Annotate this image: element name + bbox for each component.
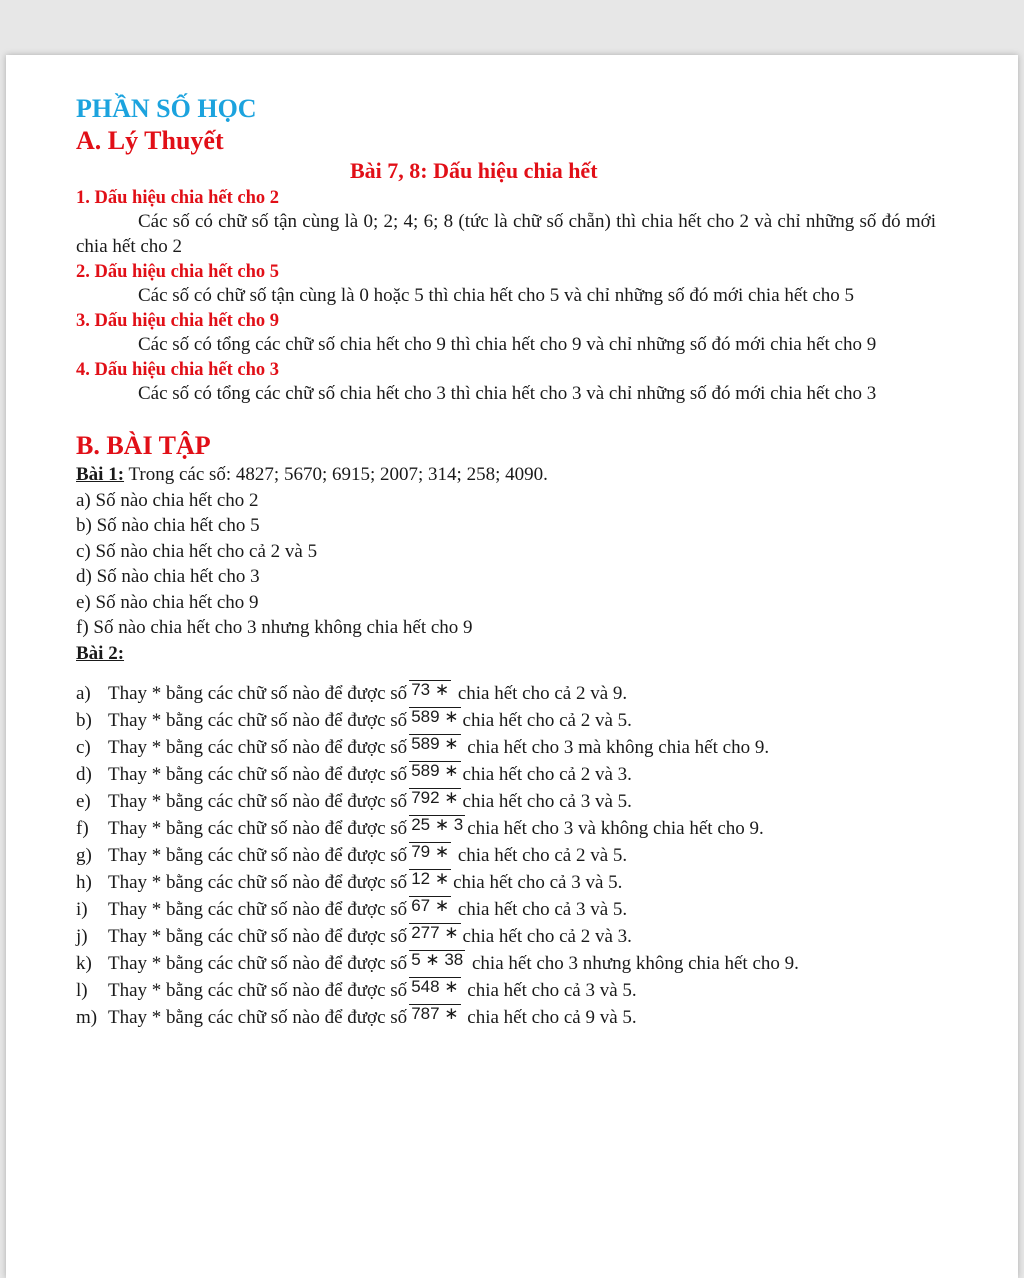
item-condition: chia hết cho 3 mà không chia hết cho 9. (462, 737, 770, 758)
exercise-2-item (76, 680, 936, 707)
overlined-number: 589 ∗ (409, 707, 460, 734)
exercise-2-item (76, 896, 936, 923)
exercise-2-label: Bài 2: (76, 642, 125, 664)
exercise-2-item (76, 869, 936, 896)
rule-text-3: Các số có tổng các chữ số chia hết cho 3 thì chia hết cho 3 và chỉ những số đó mới chia hết cho 3 (138, 383, 877, 404)
item-label: h) (76, 872, 92, 893)
exercise-1-prompt (76, 462, 936, 488)
theory-section (76, 187, 936, 406)
item-condition: chia hết cho 3 và không chia hết cho 9. (467, 818, 764, 839)
item-condition: chia hết cho cả 3 và 5. (453, 872, 623, 893)
rule-heading-3: 4. Dấu hiệu chia hết cho 3 (76, 360, 280, 380)
item-label: a) (76, 683, 91, 704)
item-label: k) (76, 953, 92, 974)
exercise-2-item (76, 761, 936, 788)
overlined-number: 25 ∗ 3 (409, 815, 465, 842)
item-text: Thay * bằng các chữ số nào để được số (108, 845, 408, 866)
rule-text-9: Các số có tổng các chữ số chia hết cho 9 thì chia hết cho 9 và chỉ những số đó mới chia hết cho 9 (138, 334, 877, 355)
exercise-1-item: e) Số nào chia hết cho 9 (76, 591, 259, 613)
exercise-2-item (76, 842, 936, 869)
exercise-2-item (76, 923, 936, 950)
item-text: Thay * bằng các chữ số nào để được số (108, 872, 408, 893)
item-text: Thay * bằng các chữ số nào để được số (108, 980, 408, 1001)
item-text: Thay * bằng các chữ số nào để được số (108, 1007, 408, 1028)
document-content (76, 93, 936, 1031)
exercise-1-item: c) Số nào chia hết cho cả 2 và 5 (76, 540, 318, 562)
exercise-1-item: f) Số nào chia hết cho 3 nhưng không chia hết cho 9 (76, 617, 473, 638)
item-text: Thay * bằng các chữ số nào để được số (108, 926, 408, 947)
item-condition: chia hết cho cả 2 và 3. (462, 764, 632, 785)
item-condition: chia hết cho cả 2 và 9. (453, 683, 628, 704)
exercise-2 (76, 641, 936, 1032)
item-label: d) (76, 764, 92, 785)
item-text: Thay * bằng các chữ số nào để được số (108, 764, 408, 785)
overlined-number: 589 ∗ (409, 734, 460, 761)
overlined-number: 589 ∗ (409, 761, 460, 788)
exercise-1-item: a) Số nào chia hết cho 2 (76, 489, 259, 511)
overlined-number: 548 ∗ (409, 977, 460, 1004)
item-condition: chia hết cho cả 3 và 5. (453, 899, 628, 920)
item-text: Thay * bằng các chữ số nào để được số (108, 818, 408, 839)
item-label: g) (76, 845, 92, 866)
theory-heading: A. Lý Thuyết (76, 126, 224, 155)
overlined-number: 79 ∗ (409, 842, 451, 869)
exercise-2-item (76, 1004, 936, 1031)
item-condition: chia hết cho cả 3 và 5. (462, 980, 637, 1001)
exercise-2-item (76, 788, 936, 815)
exercise-1 (76, 462, 936, 641)
item-label: l) (76, 980, 88, 1001)
exercise-2-list (76, 680, 936, 1031)
overlined-number: 277 ∗ (409, 923, 460, 950)
exercise-1-item: d) Số nào chia hết cho 3 (76, 566, 260, 587)
item-text: Thay * bằng các chữ số nào để được số (108, 791, 408, 812)
item-condition: chia hết cho 3 nhưng không chia hết cho 9. (467, 953, 799, 974)
exercise-1-item: b) Số nào chia hết cho 5 (76, 515, 260, 536)
rule-heading-5: 2. Dấu hiệu chia hết cho 5 (76, 262, 280, 282)
item-label: m) (76, 1007, 98, 1028)
item-label: b) (76, 710, 92, 731)
section-title: PHẦN SỐ HỌC (76, 94, 257, 123)
rule-text-5: Các số có chữ số tận cùng là 0 hoặc 5 thì chia hết cho 5 và chỉ những số đó mới chia hết cho 5 (138, 285, 855, 306)
exercise-2-item (76, 950, 936, 977)
item-condition: chia hết cho cả 9 và 5. (462, 1007, 637, 1028)
item-label: i) (76, 899, 88, 920)
item-condition: chia hết cho cả 3 và 5. (462, 791, 632, 812)
overlined-number: 73 ∗ (409, 680, 451, 707)
item-condition: chia hết cho cả 2 và 3. (462, 926, 632, 947)
item-text: Thay * bằng các chữ số nào để được số (108, 899, 408, 920)
document-page (6, 55, 1018, 1278)
overlined-number: 67 ∗ (409, 896, 451, 923)
item-text: Thay * bằng các chữ số nào để được số (108, 683, 408, 704)
item-condition: chia hết cho cả 2 và 5. (453, 845, 628, 866)
item-text: Thay * bằng các chữ số nào để được số (108, 710, 408, 731)
lesson-title: Bài 7, 8: Dấu hiệu chia hết (350, 158, 598, 183)
item-label: c) (76, 737, 91, 758)
overlined-number: 787 ∗ (409, 1004, 460, 1031)
exercises-heading: B. BÀI TẬP (76, 431, 211, 460)
exercise-2-item (76, 815, 936, 842)
exercise-2-item (76, 977, 936, 1004)
rule-heading-2: 1. Dấu hiệu chia hết cho 2 (76, 188, 280, 208)
exercise-2-item (76, 707, 936, 734)
rule-heading-9: 3. Dấu hiệu chia hết cho 9 (76, 311, 280, 331)
item-text: Thay * bằng các chữ số nào để được số (108, 737, 408, 758)
exercise-2-item (76, 734, 936, 761)
overlined-number: 5 ∗ 38 (409, 950, 465, 977)
overlined-number: 792 ∗ (409, 788, 460, 815)
item-label: f) (76, 818, 89, 839)
item-label: e) (76, 791, 91, 812)
overlined-number: 12 ∗ (409, 869, 451, 896)
item-condition: chia hết cho cả 2 và 5. (462, 710, 632, 731)
item-label: j) (76, 926, 88, 947)
exercise-1-label: Bài 1: (76, 464, 125, 485)
rule-text-2: Các số có chữ số tận cùng là 0; 2; 4; 6; 8 (tức là chữ số chẵn) thì chia hết cho 2 và chỉ những số đó mới chia hết cho 2 (76, 211, 936, 257)
item-text: Thay * bằng các chữ số nào để được số (108, 953, 408, 974)
exercise-1-numbers: Trong các số: 4827; 5670; 6915; 2007; 314; 258; 4090. (124, 464, 548, 485)
